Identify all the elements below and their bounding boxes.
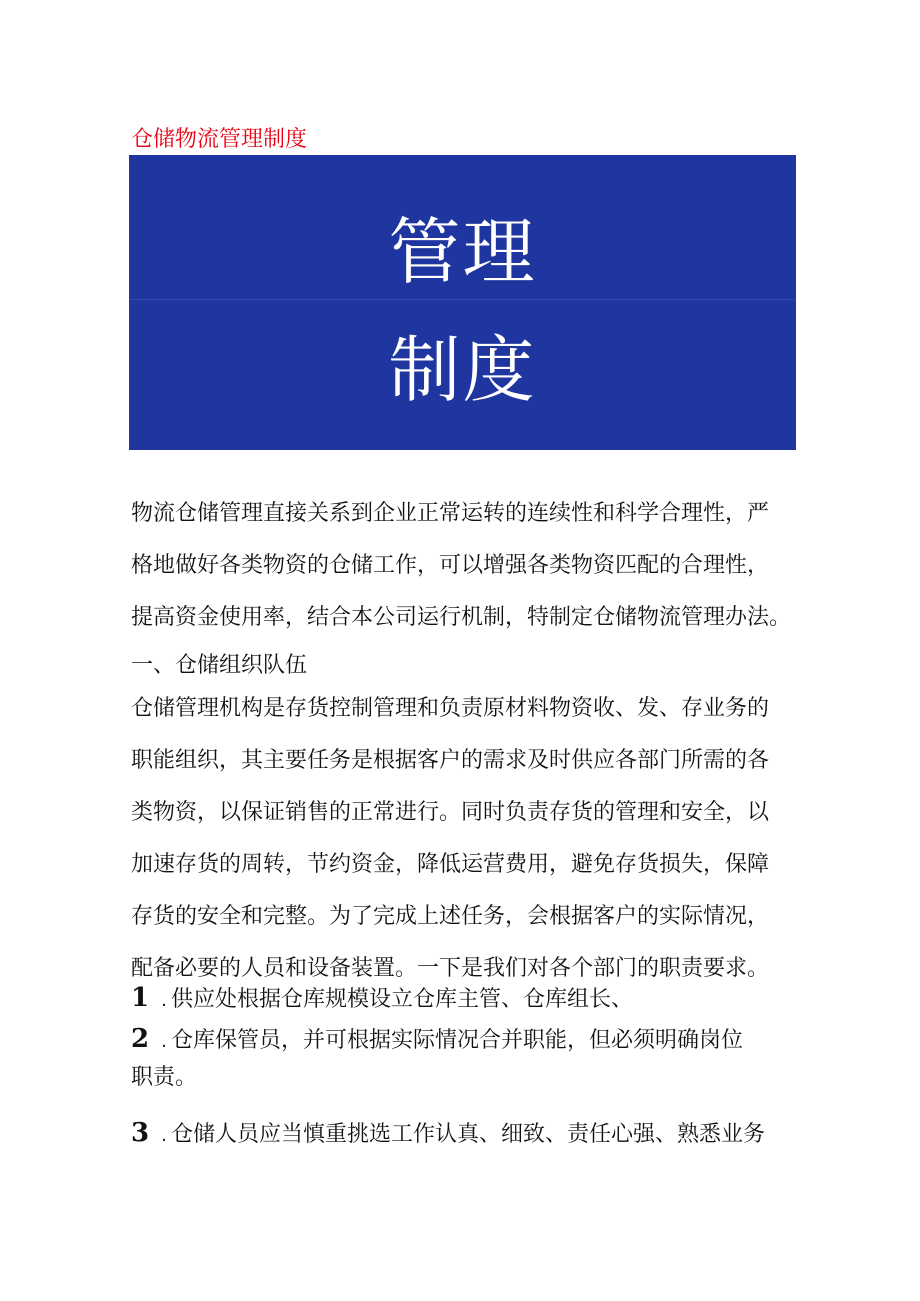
- item-separator: .: [161, 990, 167, 1011]
- item-separator: .: [161, 1125, 167, 1146]
- cover-divider: [129, 299, 796, 300]
- intro-paragraph: [131, 488, 806, 644]
- intro-line: 格地做好各类物资的仓储工作，可以增强各类物资匹配的合理性，: [131, 553, 770, 578]
- item-number: 2: [131, 1024, 150, 1054]
- list-item-2: [131, 1019, 743, 1062]
- section-heading: 一、仓储组织队伍: [131, 653, 308, 678]
- cover-line-1: 管理: [388, 210, 537, 294]
- document-title: 仓储物流管理制度: [131, 127, 308, 152]
- body-paragraph: [131, 683, 806, 995]
- cover-line-2: 制度: [388, 328, 537, 412]
- item-text: 仓库保管员，并可根据实际情况合并职能，但必须明确岗位: [171, 1028, 744, 1053]
- list-item-1: [131, 978, 633, 1021]
- body-line: 仓储管理机构是存货控制管理和负责原材料物资收、发、存业务的: [131, 696, 770, 721]
- item-separator: .: [161, 1031, 167, 1052]
- body-line: 职能组织，其主要任务是根据客户的需求及时供应各部门所需的各: [131, 748, 770, 773]
- body-line: 存货的安全和完整。为了完成上述任务，会根据客户的实际情况，: [131, 904, 770, 929]
- body-line: 配备必要的人员和设备装置。一下是我们对各个部门的职责要求。: [131, 956, 770, 981]
- body-line: 类物资，以保证销售的正常进行。同时负责存货的管理和安全，以: [131, 800, 770, 825]
- intro-line: 物流仓储管理直接关系到企业正常运转的连续性和科学合理性，严: [131, 501, 770, 526]
- item-number: 3: [131, 1118, 150, 1148]
- item-text: 供应处根据仓库规模设立仓库主管、仓库组长、: [171, 987, 634, 1012]
- item-text: 仓储人员应当慎重挑选工作认真、细致、责任心强、熟悉业务: [171, 1122, 766, 1147]
- list-item-2-continuation: 职责。: [131, 1065, 198, 1090]
- item-number: 1: [131, 983, 150, 1013]
- cover-banner: [129, 155, 796, 450]
- intro-line: 提高资金使用率，结合本公司运行机制，特制定仓储物流管理办法。: [131, 605, 792, 630]
- list-item-3: [131, 1113, 765, 1156]
- body-line: 加速存货的周转，节约资金，降低运营费用，避免存货损失，保障: [131, 852, 770, 877]
